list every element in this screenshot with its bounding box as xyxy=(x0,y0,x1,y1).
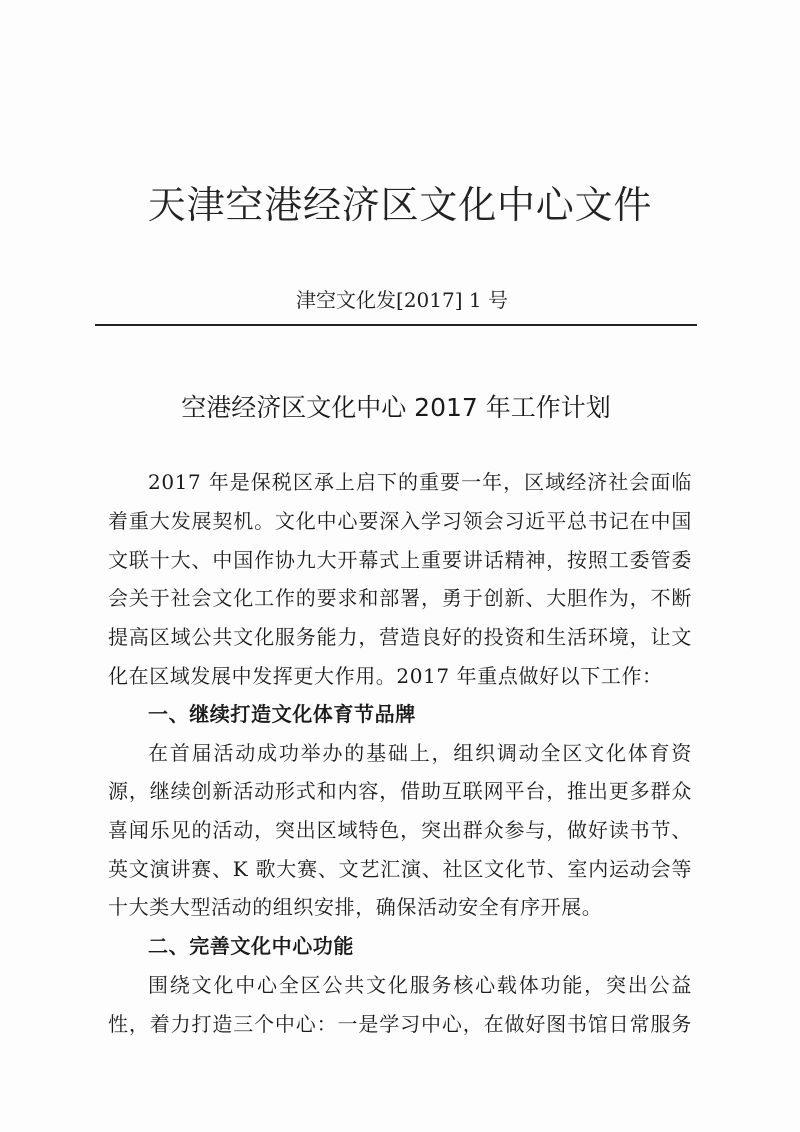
paragraph-line: 围绕文化中心全区公共文化服务核心载体功能，突出公益 xyxy=(148,973,692,997)
document-title: 空港经济区文化中心 2017 年工作计划 xyxy=(181,393,611,422)
paragraph-line: 文联十大、中国作协九大开幕式上重要讲话精神，按照工委管委 xyxy=(108,548,692,572)
paragraph-line: 在首届活动成功举办的基础上，组织调动全区文化体育资 xyxy=(148,741,692,765)
paragraph-line: 会关于社会文化工作的要求和部署，勇于创新、大胆作为，不断 xyxy=(108,586,692,610)
paragraph-line: 提高区域公共文化服务能力，营造良好的投资和生活环境，让文 xyxy=(108,625,692,649)
org-header-title: 天津空港经济区文化中心文件 xyxy=(147,183,653,227)
paragraph-line: 着重大发展契机。文化中心要深入学习领会习近平总书记在中国 xyxy=(108,509,692,533)
section-heading: 二、完善文化中心功能 xyxy=(148,934,354,958)
paragraph-line: 十大类大型活动的组织安排，确保活动安全有序开展。 xyxy=(108,895,603,919)
paragraph-line: 化在区域发展中发挥更大作用。2017 年重点做好以下工作： xyxy=(108,664,663,688)
section-heading: 一、继续打造文化体育节品牌 xyxy=(148,702,416,726)
paragraph-line: 源，继续创新活动形式和内容，借助互联网平台，推出更多群众 xyxy=(108,779,692,803)
paragraph-line: 喜闻乐见的活动，突出区域特色，突出群众参与，做好读书节、 xyxy=(108,818,692,842)
paragraph-line: 2017 年是保税区承上启下的重要一年，区域经济社会面临 xyxy=(148,470,692,494)
paragraph-line: 性，着力打造三个中心：一是学习中心，在做好图书馆日常服务 xyxy=(108,1012,692,1036)
document-number: 津空文化发[2017] 1 号 xyxy=(296,288,508,312)
header-divider xyxy=(95,324,697,326)
paragraph-line: 英文演讲赛、K 歌大赛、文艺汇演、社区文化节、室内运动会等 xyxy=(108,857,692,881)
